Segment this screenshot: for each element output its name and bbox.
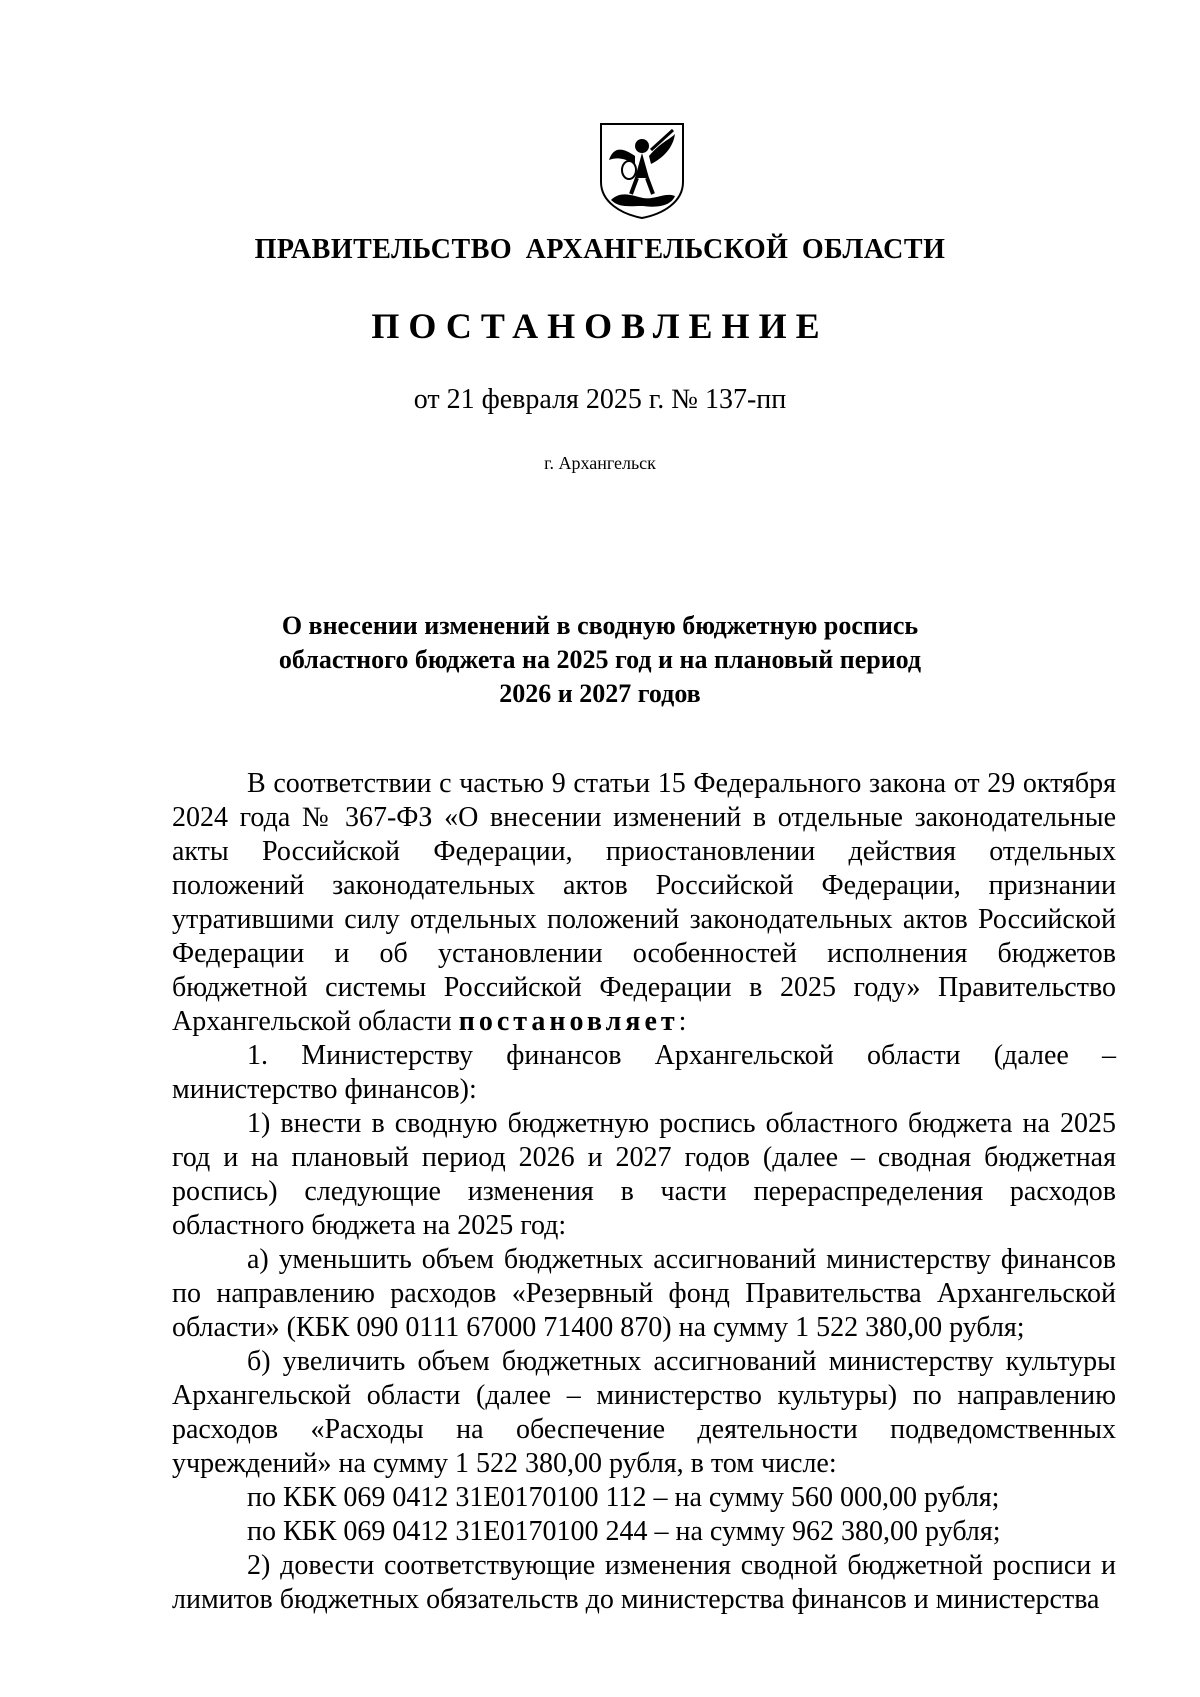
preamble-text: В соответствии с частью 9 статьи 15 Федерального закона от 29 октября 2024 года № 367-ФЗ «О внесении изменений в отдельные законодательные акты Российской Федерации, приостановлении действия отдельных положений законодательных актов Российской Федерации, признании утратившими силу отдельных положений законодательных актов Российской Федерации и об установлении особенностей исполнения бюджетов бюджетной системы Российской Федерации в 2025 году» Правительство Архангельской области (172, 768, 1116, 1037)
paragraph-1: 1. Министерству финансов Архангельской области (далее – министерство финансов): (172, 1040, 1116, 1105)
document-city: г. Архангельск (544, 453, 656, 473)
resolves-colon: : (678, 1006, 687, 1037)
document-body (172, 767, 1116, 1617)
paragraph-1-1-b: б) увеличить объем бюджетных ассигнований министерству культуры Архангельской области (далее – министерство культуры) по направлению расходов «Расходы на обеспечение деятельности подведомственных учреждений» на сумму 1 522 380,00 рубля, в том числе: (172, 1346, 1116, 1479)
subject-line: 2026 и 2027 годов (499, 679, 701, 708)
paragraph-1-2: 2) довести соответствующие изменения сводной бюджетной росписи и лимитов бюджетных обязательств до министерства финансов и министерства (172, 1550, 1116, 1615)
kbk-line-2: по КБК 069 0412 31Е0170100 244 – на сумму 962 380,00 рубля; (247, 1516, 1001, 1547)
paragraph-1-1-a: а) уменьшить объем бюджетных ассигнований министерству финансов по направлению расходов «Резервный фонд Правительства Архангельской области» (КБК 090 0111 67000 71400 870) на сумму 1 522 380,00 рубля; (172, 1244, 1116, 1343)
kbk-line-1: по КБК 069 0412 31Е0170100 112 – на сумму 560 000,00 рубля; (247, 1482, 1000, 1513)
resolves-word: постановляет (458, 1006, 679, 1037)
subject-line: О внесении изменений в сводную бюджетную роспись (281, 611, 919, 640)
subject-line: областного бюджета на 2025 год и на плановый период (278, 645, 922, 674)
document-type: ПОСТАНОВЛЕНИЕ (371, 306, 829, 346)
document-subject (230, 609, 970, 711)
coat-of-arms-icon (597, 120, 687, 220)
paragraph-1-1: 1) внести в сводную бюджетную роспись областного бюджета на 2025 год и на плановый период 2026 и 2027 годов (далее – сводная бюджетная роспись) следующие изменения в части перераспределения расходов областного бюджета на 2025 год: (172, 1108, 1116, 1241)
preamble-paragraph (172, 767, 1116, 1039)
government-title: ПРАВИТЕЛЬСТВО АРХАНГЕЛЬСКОЙ ОБЛАСТИ (254, 234, 946, 265)
document-date-number: от 21 февраля 2025 г. № 137-пп (413, 384, 787, 415)
